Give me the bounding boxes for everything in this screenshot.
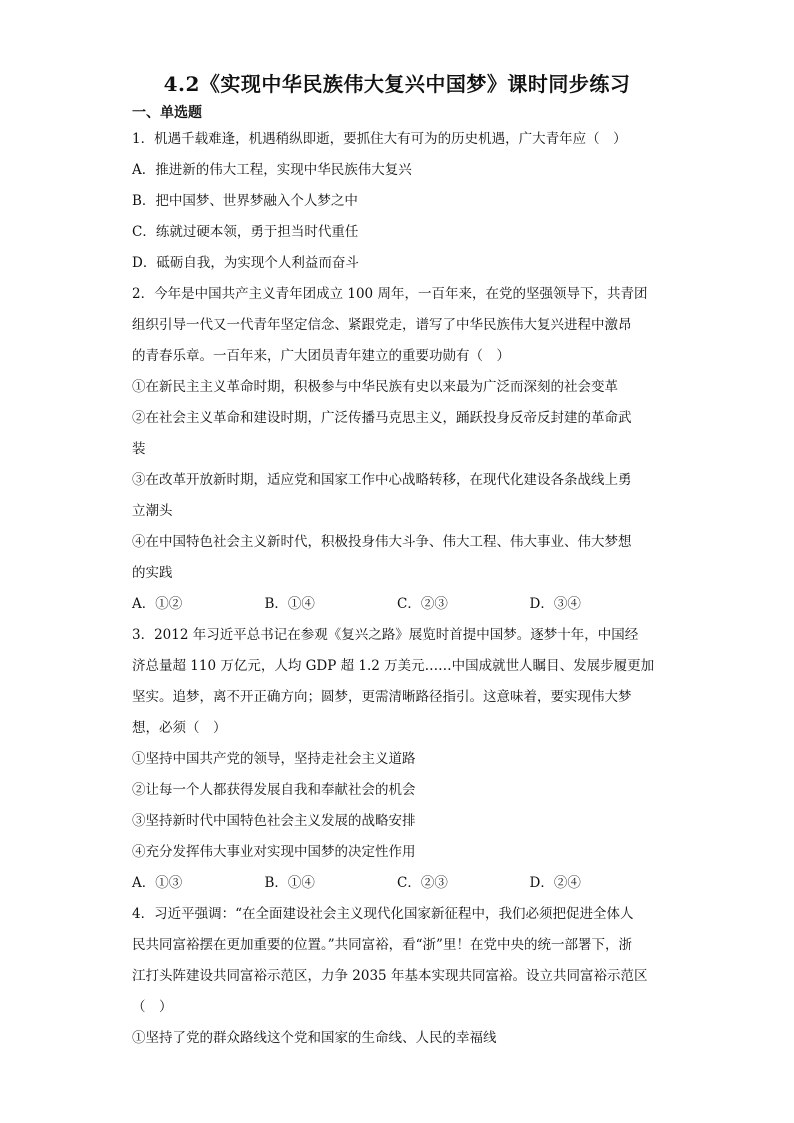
question-3-option-d: D．②④ xyxy=(529,875,581,891)
question-4 xyxy=(132,899,662,1054)
question-3-statement: ③坚持新时代中国特色社会主义发展的战略安排 xyxy=(132,813,416,829)
question-2-statement: ②在社会主义革命和建设时期，广泛传播马克思主义，踊跃投身反帝反封建的革命武 xyxy=(132,410,632,426)
question-2-option-a: A．①② xyxy=(132,596,183,612)
section-heading: 一、单选题 xyxy=(132,105,202,121)
question-2 xyxy=(132,279,662,620)
question-4-line: 4．习近平强调：“在全面建设社会主义现代化国家新征程中，我们必须把促进全体人 xyxy=(132,906,634,922)
question-3-option-b: B．①④ xyxy=(264,875,315,891)
question-3-statement: ①坚持中国共产党的领导，坚持走社会主义道路 xyxy=(132,751,416,767)
question-1-option-c: C．练就过硬本领，勇于担当时代重任 xyxy=(132,224,359,240)
question-3-statement: ④充分发挥伟大事业对实现中国梦的决定性作用 xyxy=(132,844,416,860)
question-2-option-c: C．②③ xyxy=(397,596,448,612)
question-3-line: 济总量超 110 万亿元，人均 GDP 超 1.2 万美元……中国成就世人瞩目、发展步履更加 xyxy=(132,658,655,674)
question-list xyxy=(132,124,662,1054)
question-3-statement: ②让每一个人都获得发展自我和奉献社会的机会 xyxy=(132,782,416,798)
question-1-option-d: D．砥砺自我，为实现个人利益而奋斗 xyxy=(132,255,359,271)
question-3 xyxy=(132,620,662,899)
question-1-option-b: B．把中国梦、世界梦融入个人梦之中 xyxy=(132,193,358,209)
page-title: 4.2《实现中华民族伟大复兴中国梦》课时同步练习 xyxy=(163,72,631,96)
question-2-option-b: B．①④ xyxy=(264,596,315,612)
question-2-statement: 装 xyxy=(132,441,146,457)
question-2-option-d: D．③④ xyxy=(529,596,581,612)
question-3-option-c: C．②③ xyxy=(397,875,448,891)
question-1 xyxy=(132,124,662,279)
question-2-statement: 的实践 xyxy=(132,565,173,581)
question-3-line: 3．2012 年习近平总书记在参观《复兴之路》展览时首提中国梦。逐梦十年，中国经 xyxy=(132,627,639,643)
question-4-line: 江打头阵建设共同富裕示范区，力争 2035 年基本实现共同富裕。设立共同富裕示范区 xyxy=(132,968,648,984)
question-3-option-a: A．①③ xyxy=(132,875,183,891)
question-3-line: 想，必须（ ） xyxy=(132,720,227,736)
question-2-options xyxy=(132,589,662,620)
question-2-line: 组织引导一代又一代青年坚定信念、紧跟党走，谱写了中华民族伟大复兴进程中激昂 xyxy=(132,317,632,333)
question-3-options xyxy=(132,868,662,899)
question-2-statement: ③在改革开放新时期，适应党和国家工作中心战略转移，在现代化建设各条战线上勇 xyxy=(132,472,632,488)
question-4-line: 民共同富裕摆在更加重要的位置。”共同富裕，看“浙”里！在党中央的统一部署下，浙 xyxy=(132,937,632,953)
question-2-statement: 立潮头 xyxy=(132,503,173,519)
question-1-option-a: A．推进新的伟大工程，实现中华民族伟大复兴 xyxy=(132,162,412,178)
question-2-line: 2．今年是中国共产主义青年团成立 100 周年，一百年来，在党的坚强领导下，共青团 xyxy=(132,286,648,302)
question-4-line: （ ） xyxy=(132,999,173,1015)
question-2-line: 的青春乐章。一百年来，广大团员青年建立的重要功勋有（ ） xyxy=(132,348,510,364)
question-3-line: 坚实。追梦，离不开正确方向；圆梦，更需清晰路径指引。这意味着，要实现伟大梦 xyxy=(132,689,632,705)
question-1-stem: 1．机遇千载难逢，机遇稍纵即逝，要抓住大有可为的历史机遇，广大青年应（ ） xyxy=(132,131,627,147)
question-2-statement: ④在中国特色社会主义新时代，积极投身伟大斗争、伟大工程、伟大事业、伟大梦想 xyxy=(132,534,632,550)
question-2-statement: ①在新民主主义革命时期，积极参与中华民族有史以来最为广泛而深刻的社会变革 xyxy=(132,379,618,395)
question-4-statement: ①坚持了党的群众路线这个党和国家的生命线、人民的幸福线 xyxy=(132,1030,497,1046)
